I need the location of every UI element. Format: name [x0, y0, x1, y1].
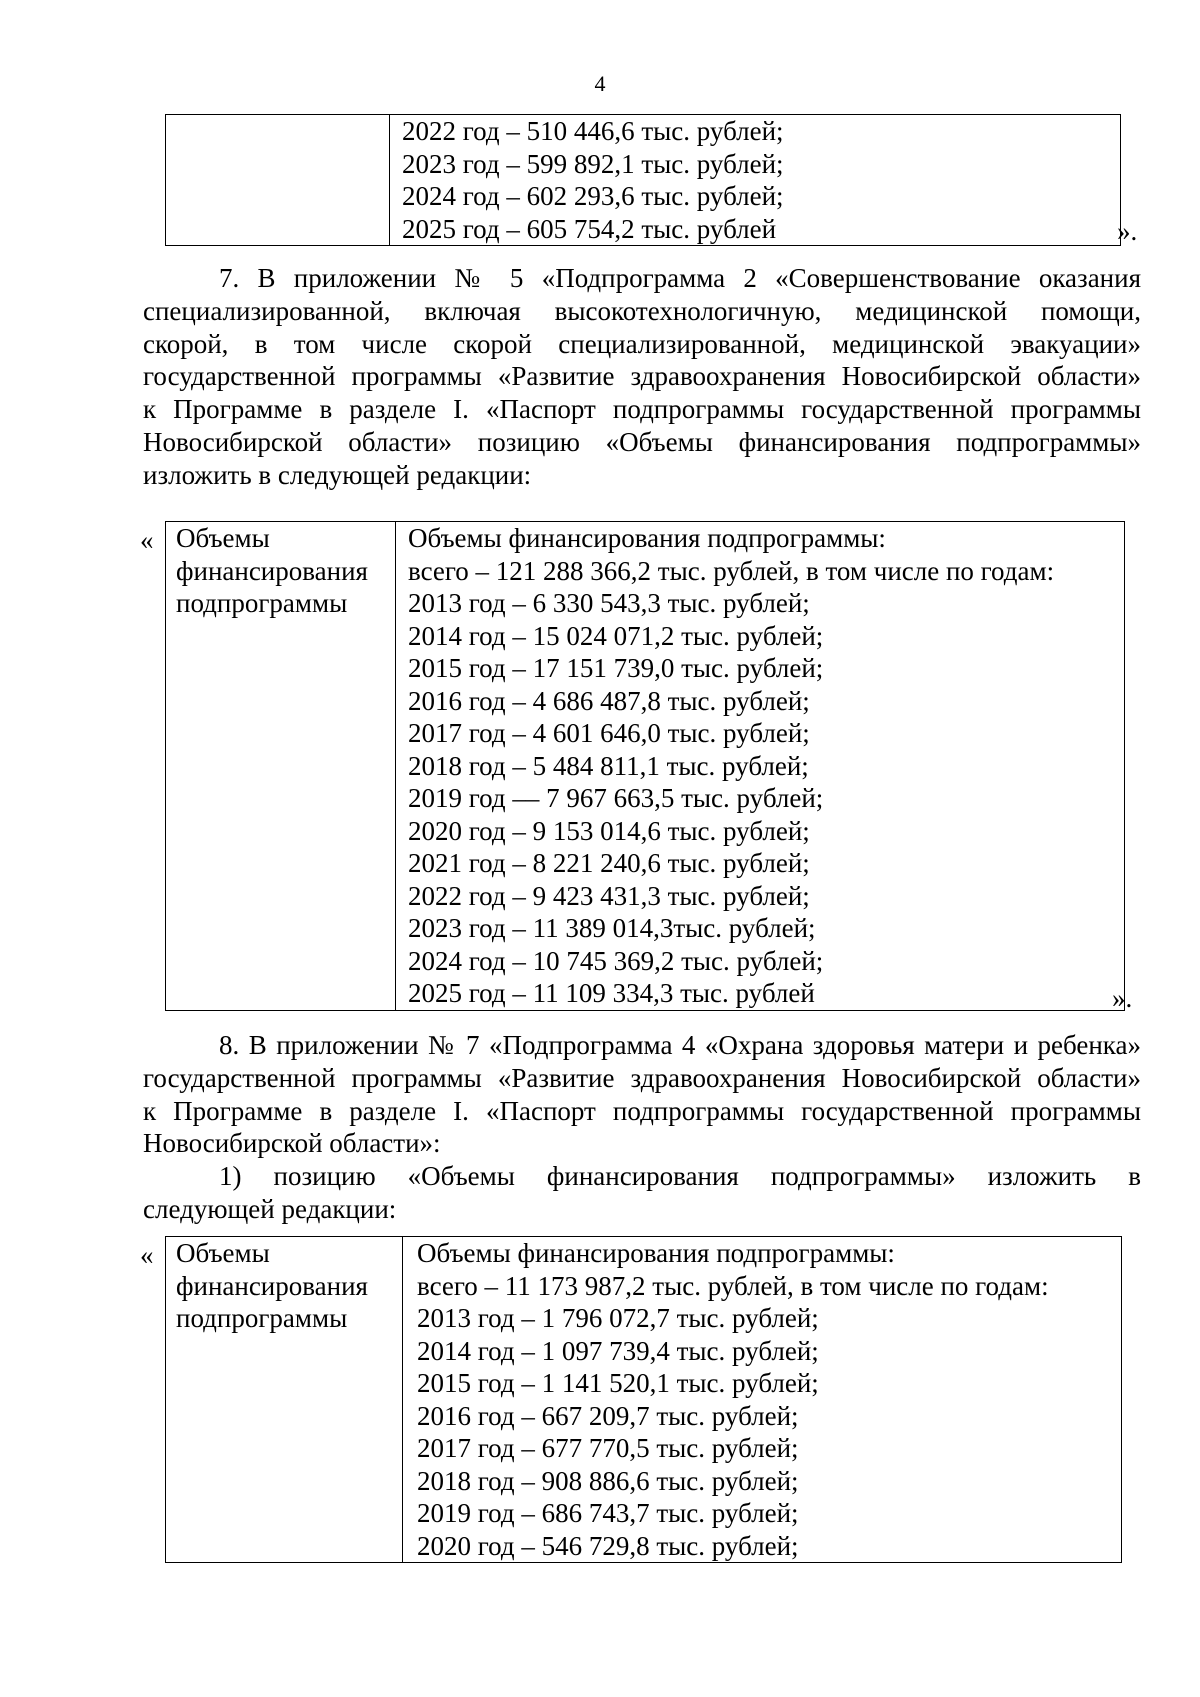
paragraph-8	[143, 1029, 1141, 1160]
label-line: Объемы	[176, 523, 270, 553]
paragraph-line: 8. В приложении № 7 «Подпрограмма 4 «Охрана здоровья матери и ребенка»	[219, 1030, 1141, 1060]
label-line: подпрограммы	[176, 1303, 348, 1333]
value-line: 2019 год –– 7 967 663,5 тыс. рублей;	[408, 783, 824, 813]
value-line: 2020 год – 9 153 014,6 тыс. рублей;	[408, 815, 810, 846]
value-line: 2014 год – 1 097 739,4 тыс. рублей;	[417, 1335, 819, 1366]
paragraph-line: специализированной, включая высокотехнологичную, медицинской помощи,	[143, 295, 1141, 326]
value-cell	[403, 1237, 1122, 1563]
value-line: 2021 год – 8 221 240,6 тыс. рублей;	[408, 848, 810, 878]
paragraph-8-1	[143, 1160, 1141, 1226]
paragraph-line: Новосибирской области» позицию «Объемы финансирования подпрограммы»	[143, 426, 1141, 457]
paragraph-line: следующей редакции:	[143, 1193, 397, 1224]
label-line: финансирования	[176, 1270, 368, 1301]
value-line: 2014 год – 15 024 071,2 тыс. рублей;	[408, 620, 824, 651]
value-line: 2024 год – 602 293,6 тыс. рублей;	[402, 181, 784, 211]
value-line: 2018 год – 908 886,6 тыс. рублей;	[417, 1465, 799, 1496]
value-line: 2015 год – 17 151 739,0 тыс. рублей;	[408, 653, 824, 683]
label-cell	[166, 115, 390, 246]
page-number: 4	[594, 71, 606, 96]
value-line: 2023 год – 11 389 014,3тыс. рублей;	[408, 913, 816, 943]
value-cell	[390, 115, 1121, 246]
label-line: финансирования	[176, 555, 368, 586]
value-line: всего – 121 288 366,2 тыс. рублей, в том числе по годам:	[408, 555, 1055, 586]
paragraph-line: 7. В приложении № 5 «Подпрограмма 2 «Совершенствование оказания	[219, 263, 1141, 293]
open-quote: «	[140, 1240, 154, 1270]
label-cell	[166, 522, 396, 1011]
value-line: 2025 год – 11 109 334,3 тыс. рублей	[408, 978, 815, 1008]
value-line: 2013 год – 1 796 072,7 тыс. рублей;	[417, 1303, 819, 1333]
value-line: 2020 год – 546 729,8 тыс. рублей;	[417, 1530, 799, 1561]
value-line: 2018 год – 5 484 811,1 тыс. рублей;	[408, 750, 809, 781]
value-line: 2024 год – 10 745 369,2 тыс. рублей;	[408, 945, 824, 976]
value-line: 2022 год – 9 423 431,3 тыс. рублей;	[408, 880, 810, 911]
paragraph-line: государственной программы «Развитие здравоохранения Новосибирской области»	[143, 361, 1141, 392]
open-quote: «	[140, 525, 154, 555]
value-line: 2013 год – 6 330 543,3 тыс. рублей;	[408, 588, 810, 618]
value-line: 2017 год – 677 770,5 тыс. рублей;	[417, 1433, 799, 1463]
value-line: всего – 11 173 987,2 тыс. рублей, в том числе по годам:	[417, 1270, 1049, 1301]
paragraph-line: 1) позицию «Объемы финансирования подпрограммы» изложить в	[219, 1161, 1141, 1191]
close-quote: ».	[1112, 983, 1133, 1013]
close-quote: ».	[1117, 216, 1138, 246]
paragraph-line: к Программе в разделе I. «Паспорт подпрограммы государственной программы	[143, 394, 1141, 425]
value-line: 2017 год – 4 601 646,0 тыс. рублей;	[408, 718, 810, 748]
label-cell	[166, 1237, 403, 1563]
value-line: 2016 год – 4 686 487,8 тыс. рублей;	[408, 685, 810, 716]
value-line: 2025 год – 605 754,2 тыс. рублей	[402, 213, 777, 244]
value-line: 2016 год – 667 209,7 тыс. рублей;	[417, 1400, 799, 1431]
value-line: 2015 год – 1 141 520,1 тыс. рублей;	[417, 1368, 819, 1398]
paragraph-line: изложить в следующей редакции:	[143, 459, 532, 490]
value-line: 2022 год – 510 446,6 тыс. рублей;	[402, 116, 784, 146]
label-line: подпрограммы	[176, 588, 348, 618]
financing-table-continuation	[165, 114, 1121, 246]
paragraph-line: скорой, в том числе скорой специализированной, медицинской эвакуации»	[143, 328, 1141, 359]
paragraph-line: Новосибирской области»:	[143, 1128, 441, 1159]
financing-table-subprogram-4	[165, 1236, 1122, 1563]
value-line: Объемы финансирования подпрограммы:	[417, 1238, 895, 1268]
value-cell	[396, 522, 1125, 1011]
paragraph-7	[143, 262, 1141, 492]
financing-table-subprogram-2	[165, 521, 1125, 1011]
paragraph-line: государственной программы «Развитие здравоохранения Новосибирской области»	[143, 1062, 1141, 1093]
paragraph-line: к Программе в разделе I. «Паспорт подпрограммы государственной программы	[143, 1095, 1141, 1126]
label-line: Объемы	[176, 1238, 270, 1268]
value-line: Объемы финансирования подпрограммы:	[408, 523, 886, 553]
value-line: 2019 год – 686 743,7 тыс. рублей;	[417, 1498, 799, 1528]
value-line: 2023 год – 599 892,1 тыс. рублей;	[402, 148, 784, 179]
